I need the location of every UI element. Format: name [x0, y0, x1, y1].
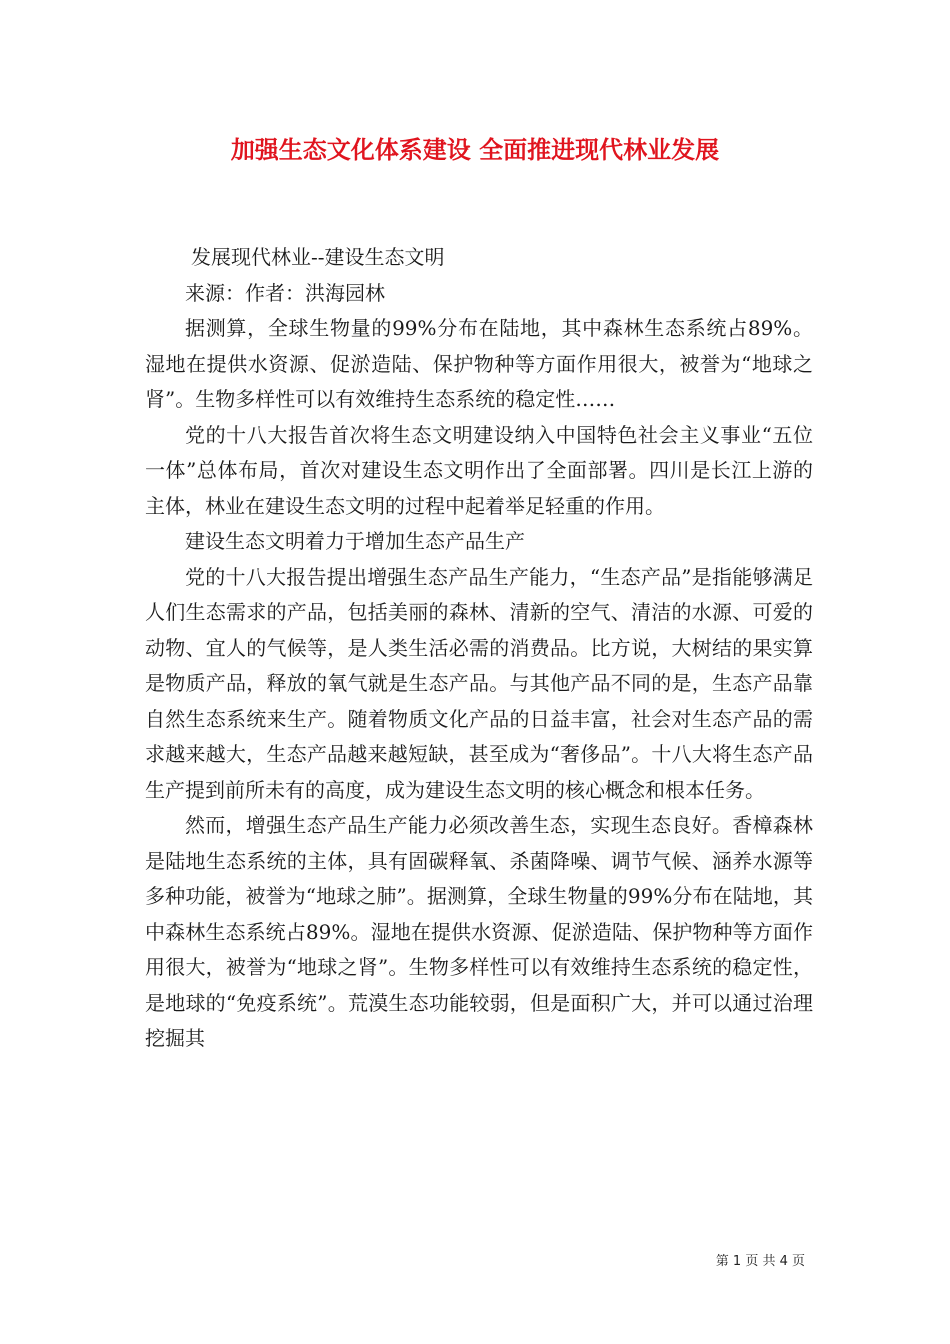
paragraph: 然而，增强生态产品生产能力必须改善生态，实现生态良好。香樟森林是陆地生态系统的主体，具有固碳释氧、杀菌降噪、调节气候、涵养水源等多种功能，被誉为“地球之肺”。据测算，全球生物量的99%分布在陆地，其中森林生态系统占89%。湿地在提供水资源、促淤造陆、保护物种等方面作用很大，被誉为“地球之肾”。生物多样性可以有效维持生态系统的稳定性，是地球的“免疫系统”。荒漠生态功能较弱，但是面积广大，并可以通过治理挖掘其: [145, 813, 813, 1050]
page-number: 第 1 页 共 4 页: [715, 1254, 805, 1269]
source-line: 来源：作者：洪海园林: [185, 280, 385, 305]
subtitle: 发展现代林业--建设生态文明: [191, 245, 445, 269]
document-body: [145, 240, 813, 1057]
paragraph: 党的十八大报告提出增强生态产品生产能力，“生态产品”是指能够满足人们生态需求的产品，包括美丽的森林、清新的空气、清洁的水源、可爱的动物、宜人的气候等，是人类生活必需的消费品。比方说，大树结的果实算是物质产品，释放的氧气就是生态产品。与其他产品不同的是，生态产品靠自然生态系统来生产。随着物质文化产品的日益丰富，社会对生态产品的需求越来越大，生态产品越来越短缺，甚至成为“奢侈品”。十八大将生态产品生产提到前所未有的高度，成为建设生态文明的核心概念和根本任务。: [145, 564, 813, 802]
paragraph: 据测算，全球生物量的99%分布在陆地，其中森林生态系统占89%。湿地在提供水资源、促淤造陆、保护物种等方面作用很大，被誉为“地球之肾”。生物多样性可以有效维持生态系统的稳定性……: [145, 316, 813, 411]
section-heading: 建设生态文明着力于增加生态产品生产: [185, 529, 525, 553]
paragraph: 党的十八大报告首次将生态文明建设纳入中国特色社会主义事业“五位一体”总体布局，首次对建设生态文明作出了全面部署。四川是长江上游的主体，林业在建设生态文明的过程中起着举足轻重的作用。: [145, 422, 813, 518]
page-title: 加强生态文化体系建设 全面推进现代林业发展: [230, 136, 720, 164]
